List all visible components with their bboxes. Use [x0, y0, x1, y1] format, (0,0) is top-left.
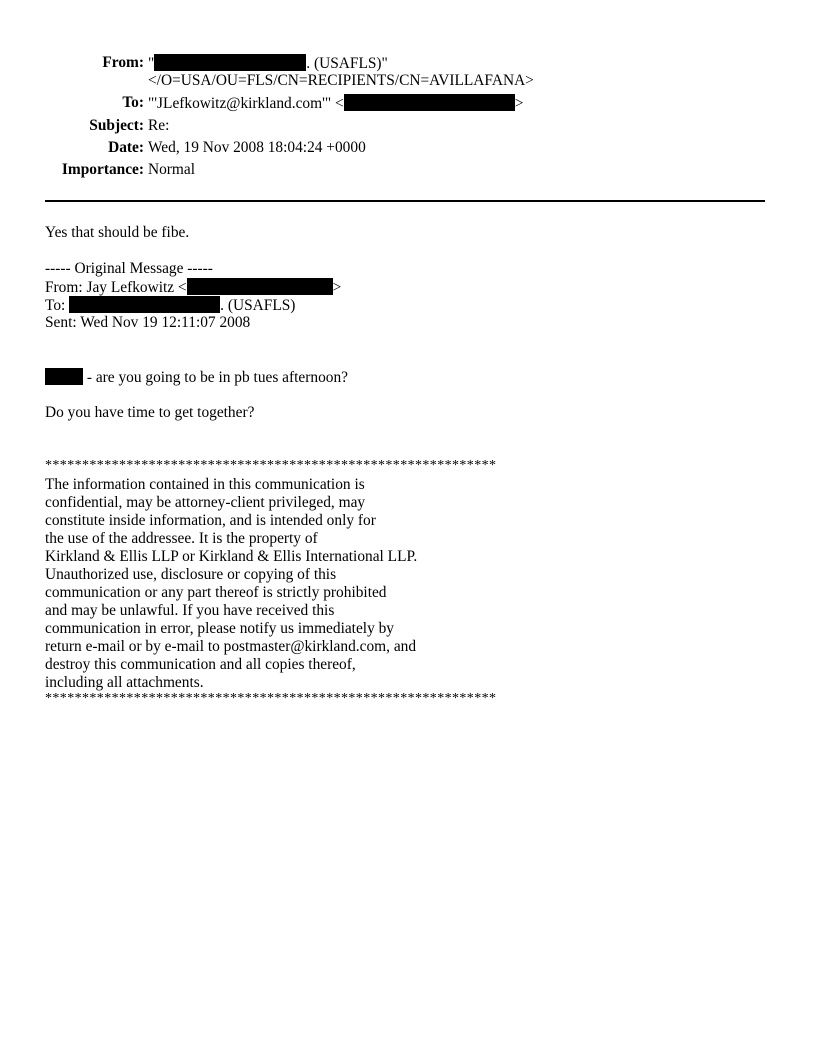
- from-quote: ": [148, 55, 155, 72]
- original-from-prefix: From: Jay Lefkowitz <: [45, 279, 187, 296]
- disclaimer-line: Unauthorized use, disclosure or copying of this: [45, 566, 337, 583]
- importance-value: Normal: [148, 161, 196, 178]
- original-to-prefix: To:: [45, 297, 70, 314]
- to-value: [148, 94, 523, 113]
- original-sent: Sent: Wed Nov 19 12:11:07 2008: [45, 314, 251, 331]
- subject-value: Re:: [148, 117, 170, 134]
- question-line: [45, 368, 348, 387]
- disclaimer-line: and may be unlawful. If you have received this: [45, 602, 335, 619]
- date-label: Date:: [108, 139, 144, 156]
- disclaimer-stars-top: *************************************************************: [45, 458, 497, 473]
- original-message-marker: ----- Original Message -----: [45, 260, 213, 277]
- to-text: "'JLefkowitz@kirkland.com'" <: [148, 95, 344, 112]
- redaction-box: [187, 278, 333, 295]
- redaction-box: [344, 94, 515, 111]
- disclaimer-line: The information contained in this communication is: [45, 476, 365, 493]
- disclaimer-line: communication in error, please notify us immediately by: [45, 620, 395, 637]
- disclaimer-line: the use of the addressee. It is the property of: [45, 530, 318, 547]
- original-from-suffix: >: [332, 279, 342, 296]
- redaction-box: [69, 296, 220, 313]
- redaction-box: [45, 368, 83, 385]
- disclaimer-line: constitute inside information, and is intended only for: [45, 512, 376, 529]
- redaction-box: [154, 54, 306, 71]
- disclaimer-line: Kirkland & Ellis LLP or Kirkland & Ellis International LLP.: [45, 548, 418, 565]
- original-to-suffix: . (USAFLS): [220, 297, 296, 314]
- to-label: To:: [122, 94, 144, 111]
- original-from: [45, 278, 341, 297]
- date-value: Wed, 19 Nov 2008 18:04:24 +0000: [148, 139, 366, 156]
- from-label: From:: [102, 54, 144, 71]
- to-close: >: [514, 95, 524, 112]
- question-text: - are you going to be in pb tues afternoon?: [83, 369, 348, 386]
- from-address: </O=USA/OU=FLS/CN=RECIPIENTS/CN=AVILLAFANA>: [148, 72, 534, 89]
- header-divider: [45, 200, 765, 202]
- question-line-2: Do you have time to get together?: [45, 404, 255, 421]
- from-value: [148, 54, 388, 73]
- from-suffix: . (USAFLS)": [306, 55, 388, 72]
- reply-text: Yes that should be fibe.: [45, 224, 190, 241]
- disclaimer-stars-bottom: *************************************************************: [45, 691, 497, 706]
- subject-label: Subject:: [89, 117, 144, 134]
- disclaimer-line: including all attachments.: [45, 674, 204, 691]
- importance-label: Importance:: [61, 161, 144, 178]
- disclaimer-line: return e-mail or by e-mail to postmaster@kirkland.com, and: [45, 638, 417, 655]
- disclaimer-line: destroy this communication and all copies thereof,: [45, 656, 356, 673]
- original-to: [45, 296, 295, 315]
- disclaimer-line: confidential, may be attorney-client privileged, may: [45, 494, 366, 511]
- disclaimer-line: communication or any part thereof is strictly prohibited: [45, 584, 387, 601]
